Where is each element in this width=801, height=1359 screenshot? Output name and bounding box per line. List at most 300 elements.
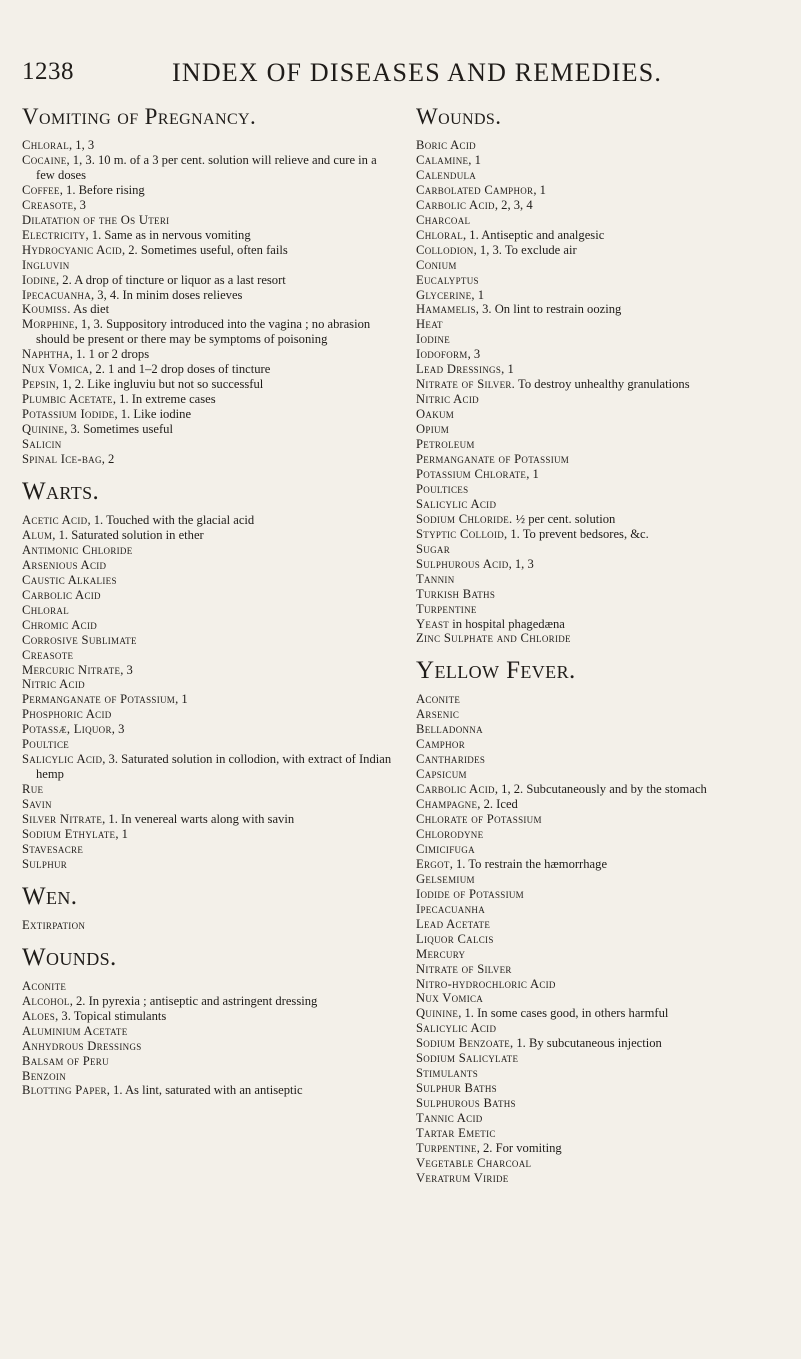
section-heading-vomiting-of-pregnancy: Vomiting of Pregnancy. bbox=[22, 104, 257, 129]
remedy-name: Dilatation of the Os Uteri bbox=[22, 212, 170, 227]
remedy-reference: , 1 bbox=[533, 182, 546, 197]
index-entry bbox=[22, 347, 397, 362]
remedy-reference: , 2. bbox=[121, 242, 138, 257]
remedy-reference: , 1 bbox=[471, 287, 484, 302]
remedy-name: Lead Acetate bbox=[416, 916, 491, 931]
remedy-name: Styptic Colloid bbox=[416, 526, 505, 541]
index-entry bbox=[416, 497, 786, 512]
index-entry bbox=[22, 782, 397, 797]
remedy-reference: , 2. bbox=[89, 362, 105, 377]
index-entry bbox=[22, 677, 397, 692]
remedy-name: Naphtha bbox=[22, 347, 70, 362]
index-entry bbox=[22, 543, 397, 558]
remedy-name: Opium bbox=[416, 422, 450, 437]
index-entry bbox=[22, 213, 397, 228]
index-entry bbox=[22, 707, 397, 722]
remedy-reference: , 2. bbox=[56, 272, 72, 287]
remedy-name: Chromic Acid bbox=[22, 617, 98, 632]
index-entry bbox=[22, 228, 397, 243]
index-entry bbox=[22, 588, 397, 603]
remedy-name: Carbolic Acid bbox=[22, 587, 101, 602]
index-entry bbox=[22, 198, 397, 213]
index-entry bbox=[416, 962, 786, 977]
remedy-reference: , 1. bbox=[510, 1036, 526, 1051]
remedy-name: Alcohol bbox=[22, 993, 70, 1008]
index-entry bbox=[416, 707, 786, 722]
remedy-name: Sodium Benzoate bbox=[416, 1036, 511, 1051]
index-entry bbox=[22, 842, 397, 857]
remedy-name: Ingluvin bbox=[22, 257, 70, 272]
index-entry bbox=[416, 467, 786, 482]
index-entry bbox=[416, 631, 786, 646]
remedy-name: Pepsin bbox=[22, 377, 56, 392]
remedy-name: Chloral bbox=[22, 602, 69, 617]
remedy-reference: , 1. bbox=[114, 407, 131, 422]
remedy-name: Ipecacuanha bbox=[22, 287, 91, 302]
remedy-name: Quinine bbox=[416, 1006, 459, 1021]
index-entry bbox=[22, 392, 397, 407]
remedy-name: Turpentine bbox=[416, 1141, 477, 1155]
remedy-name: Electricity bbox=[22, 227, 86, 242]
remedy-reference: , 1. bbox=[69, 347, 86, 362]
index-entry bbox=[22, 183, 397, 198]
index-entry bbox=[22, 573, 397, 588]
index-entry bbox=[416, 288, 786, 303]
remedy-reference: , 3. bbox=[102, 752, 118, 767]
remedy-reference: , 1 bbox=[526, 466, 539, 481]
entry-list bbox=[22, 918, 397, 933]
remedy-note: As lint, saturated with an antiseptic bbox=[122, 1083, 303, 1098]
index-entry bbox=[416, 917, 786, 932]
index-entry bbox=[416, 1051, 786, 1066]
remedy-name: Nux Vomica bbox=[22, 362, 90, 377]
remedy-name: Arsenious Acid bbox=[22, 557, 107, 572]
remedy-name: Silver Nitrate bbox=[22, 812, 103, 827]
remedy-name: Petroleum bbox=[416, 437, 475, 452]
index-entry bbox=[22, 243, 397, 258]
remedy-name: Ipecacuanha bbox=[416, 901, 485, 916]
remedy-reference: , 3. bbox=[64, 422, 80, 437]
remedy-name: Turpentine bbox=[416, 601, 477, 616]
remedy-name: Iodoform bbox=[416, 347, 468, 362]
remedy-name: Sulphur Baths bbox=[416, 1081, 497, 1096]
remedy-name: Stavesacre bbox=[22, 841, 84, 856]
index-entry bbox=[22, 437, 397, 452]
remedy-name: Zinc Sulphate and Chloride bbox=[416, 631, 571, 646]
remedy-name: Charcoal bbox=[416, 212, 471, 227]
index-entry bbox=[22, 692, 397, 707]
section-heading-warts: Warts. bbox=[22, 477, 100, 505]
remedy-note: As diet bbox=[70, 302, 110, 317]
index-entry bbox=[416, 183, 786, 198]
index-entry bbox=[416, 168, 786, 183]
remedy-reference: , 1 bbox=[468, 152, 481, 167]
index-entry bbox=[22, 994, 397, 1009]
remedy-name: Belladonna bbox=[416, 722, 483, 737]
remedy-note: Sometimes useful, often fails bbox=[137, 242, 288, 257]
remedy-note: To restrain the hæmorrhage bbox=[465, 856, 608, 871]
remedy-reference: , 3, 4. bbox=[91, 287, 120, 302]
index-entry bbox=[416, 947, 786, 962]
remedy-name: Yeast bbox=[416, 616, 450, 631]
index-entry bbox=[22, 258, 397, 273]
remedy-name: Nitrate of Silver. bbox=[416, 377, 516, 392]
remedy-name: Sodium Chloride. bbox=[416, 511, 513, 526]
index-entry bbox=[22, 452, 397, 467]
remedy-reference: , 2. bbox=[477, 797, 494, 812]
index-entry bbox=[416, 437, 786, 452]
remedy-reference: , 3 bbox=[467, 347, 481, 362]
remedy-name: Salicin bbox=[22, 437, 62, 452]
index-entry bbox=[22, 1039, 397, 1054]
remedy-name: Carbolic Acid bbox=[416, 197, 495, 212]
remedy-note: Saturated solution in ether bbox=[68, 527, 204, 542]
remedy-name: Poultice bbox=[22, 737, 70, 752]
remedy-name: Boric Acid bbox=[416, 138, 476, 152]
remedy-note: To exclude air bbox=[501, 242, 577, 257]
index-entry bbox=[22, 663, 397, 678]
index-entry bbox=[22, 407, 397, 422]
remedy-name: Calendula bbox=[416, 167, 477, 182]
index-entry bbox=[416, 617, 786, 632]
remedy-note: Antiseptic and analgesic bbox=[478, 227, 605, 242]
remedy-name: Cimicifuga bbox=[416, 841, 475, 856]
remedy-name: Sodium Ethylate bbox=[22, 826, 116, 841]
remedy-reference: , 1. bbox=[106, 1083, 123, 1098]
remedy-reference: , 1. bbox=[59, 182, 76, 197]
remedy-reference: , 2. bbox=[476, 1141, 493, 1155]
remedy-name: Iodide of Potassium bbox=[416, 886, 524, 901]
remedy-note: In pyrexia ; antiseptic and astringent dressing bbox=[85, 993, 318, 1008]
remedy-name: Rue bbox=[22, 782, 44, 797]
remedy-reference: , 1. bbox=[52, 527, 69, 542]
remedy-name: Arsenic bbox=[416, 707, 460, 722]
index-entry bbox=[22, 752, 397, 782]
remedy-name: Extirpation bbox=[22, 917, 86, 932]
remedy-name: Aconite bbox=[22, 978, 67, 993]
remedy-name: Tannin bbox=[416, 571, 455, 586]
remedy-name: Capsicum bbox=[416, 767, 467, 782]
remedy-reference: , 1. bbox=[112, 392, 129, 407]
remedy-name: Creasote bbox=[22, 197, 74, 212]
remedy-name: Koumiss. bbox=[22, 302, 71, 317]
running-title: INDEX OF DISEASES AND REMEDIES. bbox=[172, 58, 663, 87]
entry-list bbox=[22, 138, 397, 467]
index-entry bbox=[416, 542, 786, 557]
remedy-name: Champagne bbox=[416, 797, 478, 812]
entry-list bbox=[416, 138, 786, 646]
remedy-name: Vegetable Charcoal bbox=[416, 1155, 532, 1170]
index-entry bbox=[22, 648, 397, 663]
remedy-name: Coffee bbox=[22, 182, 60, 197]
remedy-name: Turkish Baths bbox=[416, 586, 496, 601]
remedy-name: Potassium Chlorate bbox=[416, 466, 527, 481]
remedy-name: Lead Dressings bbox=[416, 362, 502, 377]
remedy-reference: , 2, 3, 4 bbox=[494, 197, 533, 212]
remedy-name: Eucalyptus bbox=[416, 272, 479, 287]
running-header bbox=[22, 58, 782, 86]
remedy-name: Collodion bbox=[416, 242, 474, 257]
remedy-note: In some cases good, in others harmful bbox=[473, 1006, 669, 1021]
remedy-reference: , 2. bbox=[69, 993, 86, 1008]
remedy-name: Iodine bbox=[22, 272, 56, 287]
index-entry bbox=[416, 1141, 786, 1156]
index-entry bbox=[416, 767, 786, 782]
index-entry bbox=[22, 153, 397, 183]
remedy-name: Tartar Emetic bbox=[416, 1126, 496, 1141]
index-entry bbox=[416, 692, 786, 707]
index-entry bbox=[22, 362, 397, 377]
index-entry bbox=[416, 1021, 786, 1036]
index-entry bbox=[22, 857, 397, 872]
index-entry bbox=[416, 587, 786, 602]
remedy-reference: , 1, 3 bbox=[69, 138, 95, 152]
remedy-note: 1 or 2 drops bbox=[85, 347, 150, 362]
remedy-name: Poultices bbox=[416, 481, 469, 496]
remedy-name: Hydrocyanic Acid bbox=[22, 242, 122, 257]
remedy-note: Iced bbox=[493, 797, 518, 812]
remedy-name: Cantharides bbox=[416, 752, 486, 767]
index-entry bbox=[22, 979, 397, 994]
index-entry bbox=[22, 377, 397, 392]
remedy-note: For vomiting bbox=[492, 1141, 562, 1155]
remedy-name: Nitric Acid bbox=[22, 677, 85, 692]
index-entry bbox=[22, 513, 397, 528]
index-entry bbox=[416, 347, 786, 362]
index-entry bbox=[416, 407, 786, 422]
remedy-note: 10 m. of a 3 per cent. solution will relieve and cure in a few doses bbox=[36, 152, 377, 182]
remedy-name: Phosphoric Acid bbox=[22, 707, 112, 722]
remedy-name: Spinal Ice-bag bbox=[22, 452, 102, 467]
remedy-reference: , 1. bbox=[504, 526, 520, 541]
index-entry bbox=[22, 138, 397, 153]
index-entry bbox=[416, 1036, 786, 1051]
index-entry bbox=[416, 138, 786, 153]
index-entry bbox=[416, 332, 786, 347]
remedy-name: Heat bbox=[416, 317, 443, 332]
index-entry bbox=[416, 198, 786, 213]
index-entry bbox=[22, 722, 397, 737]
remedy-name: Mercury bbox=[416, 946, 466, 961]
index-entry bbox=[416, 991, 786, 1006]
remedy-name: Carbolated Camphor bbox=[416, 182, 534, 197]
remedy-name: Tannic Acid bbox=[416, 1111, 483, 1126]
index-entry bbox=[416, 527, 786, 542]
index-entry bbox=[416, 842, 786, 857]
index-entry bbox=[416, 752, 786, 767]
remedy-reference: , 3. bbox=[475, 302, 492, 317]
remedy-name: Hamamelis bbox=[416, 302, 476, 317]
remedy-note: in hospital phagedæna bbox=[449, 616, 565, 631]
index-entry bbox=[22, 812, 397, 827]
remedy-note: ½ per cent. solution bbox=[512, 511, 616, 526]
remedy-name: Cocaine bbox=[22, 152, 67, 167]
index-entry bbox=[416, 812, 786, 827]
remedy-note: Suppository introduced into the vagina ; no abrasion should be present or there may be symptoms of poisoning bbox=[36, 317, 371, 347]
remedy-reference: , 1. bbox=[458, 1006, 474, 1021]
remedy-name: Sulphurous Baths bbox=[416, 1096, 516, 1111]
remedy-name: Nitric Acid bbox=[416, 392, 479, 407]
index-entry bbox=[416, 1171, 786, 1186]
remedy-name: Salicylic Acid bbox=[416, 496, 497, 511]
remedy-reference: , 1, 3 bbox=[508, 556, 534, 571]
remedy-note: Like iodine bbox=[130, 407, 192, 422]
remedy-name: Quinine bbox=[22, 422, 65, 437]
remedy-name: Balsam of Peru bbox=[22, 1053, 109, 1068]
remedy-name: Acetic Acid bbox=[22, 512, 88, 527]
index-entry bbox=[416, 228, 786, 243]
remedy-reference: , 3 bbox=[120, 662, 133, 677]
remedy-note: In minim doses relieves bbox=[119, 287, 243, 302]
remedy-name: Corrosive Sublimate bbox=[22, 632, 137, 647]
index-entry bbox=[416, 1096, 786, 1111]
remedy-name: Antimonic Chloride bbox=[22, 542, 133, 557]
remedy-reference: , 1 bbox=[175, 692, 188, 707]
remedy-note: Saturated solution in collodion, with extract of Indian hemp bbox=[36, 752, 392, 782]
remedy-reference: , 1. bbox=[85, 227, 102, 242]
index-entry bbox=[22, 1054, 397, 1069]
remedy-note: To destroy unhealthy granulations bbox=[515, 377, 690, 392]
remedy-name: Anhydrous Dressings bbox=[22, 1038, 142, 1053]
remedy-note: Touched with the glacial acid bbox=[103, 512, 255, 527]
index-entry bbox=[416, 452, 786, 467]
remedy-name: Chloral bbox=[416, 227, 463, 242]
index-entry bbox=[416, 153, 786, 168]
remedy-reference: , 1. bbox=[463, 227, 479, 242]
remedy-name: Sulphur bbox=[22, 856, 68, 871]
entry-list bbox=[22, 979, 397, 1099]
remedy-name: Carbolic Acid bbox=[416, 782, 495, 797]
remedy-name: Permanganate of Potassium bbox=[22, 692, 176, 707]
remedy-note: Subcutaneously and by the stomach bbox=[523, 782, 707, 797]
index-entry bbox=[22, 797, 397, 812]
index-entry bbox=[416, 512, 786, 527]
remedy-name: Aconite bbox=[416, 692, 461, 707]
remedy-note: Before rising bbox=[75, 182, 145, 197]
remedy-reference: , 1, 3. bbox=[473, 242, 502, 257]
remedy-name: Potassæ, Liquor bbox=[22, 722, 112, 737]
index-entry bbox=[416, 1111, 786, 1126]
index-entry bbox=[22, 918, 397, 933]
remedy-note: In extreme cases bbox=[128, 392, 216, 407]
index-entry bbox=[22, 618, 397, 633]
remedy-name: Chlorodyne bbox=[416, 826, 484, 841]
remedy-name: Nitrate of Silver bbox=[416, 961, 512, 976]
remedy-reference: , 1 bbox=[501, 362, 514, 377]
index-entry bbox=[22, 422, 397, 437]
remedy-name: Oakum bbox=[416, 407, 455, 422]
remedy-note: 1 and 1–2 drop doses of tincture bbox=[104, 362, 271, 377]
index-entry bbox=[416, 273, 786, 288]
remedy-note: Like ingluviu but not so successful bbox=[84, 377, 264, 392]
index-entry bbox=[416, 1066, 786, 1081]
index-entry bbox=[416, 1126, 786, 1141]
remedy-reference: , 1 bbox=[115, 826, 128, 841]
index-entry bbox=[22, 1009, 397, 1024]
remedy-note: Sometimes useful bbox=[79, 422, 173, 437]
index-entry bbox=[22, 273, 397, 288]
remedy-note: On lint to restrain oozing bbox=[491, 302, 622, 317]
index-entry bbox=[416, 827, 786, 842]
index-entry bbox=[416, 887, 786, 902]
remedy-name: Camphor bbox=[416, 737, 466, 752]
remedy-note: A drop of tincture or liquor as a last resort bbox=[71, 272, 286, 287]
remedy-name: Salicylic Acid bbox=[416, 1021, 497, 1036]
remedy-name: Conium bbox=[416, 257, 457, 272]
section-heading-wen: Wen. bbox=[22, 882, 78, 910]
index-entry bbox=[416, 362, 786, 377]
remedy-name: Mercuric Nitrate bbox=[22, 662, 121, 677]
remedy-note: To prevent bedsores, &c. bbox=[519, 526, 649, 541]
index-entry bbox=[416, 932, 786, 947]
index-entry bbox=[22, 1024, 397, 1039]
index-entry bbox=[416, 902, 786, 917]
remedy-reference: , 1, 2. bbox=[494, 782, 524, 797]
remedy-reference: , 1, 2. bbox=[55, 377, 85, 392]
remedy-reference: , 3 bbox=[111, 722, 125, 737]
remedy-name: Aluminium Acetate bbox=[22, 1023, 128, 1038]
section-heading-wounds: Wounds. bbox=[416, 104, 502, 129]
index-entry bbox=[22, 1083, 397, 1098]
index-entry bbox=[416, 872, 786, 887]
remedy-name: Stimulants bbox=[416, 1066, 479, 1081]
index-entry bbox=[416, 482, 786, 497]
index-entry bbox=[416, 377, 786, 392]
index-entry bbox=[416, 572, 786, 587]
index-entry bbox=[416, 302, 786, 317]
remedy-name: Savin bbox=[22, 797, 52, 812]
remedy-name: Caustic Alkalies bbox=[22, 572, 117, 587]
remedy-name: Sulphurous Acid bbox=[416, 556, 509, 571]
remedy-name: Glycerine bbox=[416, 287, 472, 302]
index-entry bbox=[416, 857, 786, 872]
remedy-name: Veratrum Viride bbox=[416, 1170, 509, 1185]
remedy-name: Benzoin bbox=[22, 1068, 66, 1083]
index-entry bbox=[416, 422, 786, 437]
index-entry bbox=[416, 392, 786, 407]
remedy-name: Permanganate of Potassium bbox=[416, 452, 570, 467]
remedy-reference: , 3 bbox=[73, 197, 86, 212]
index-entry bbox=[22, 302, 397, 317]
remedy-name: Salicylic Acid bbox=[22, 752, 103, 767]
index-entry bbox=[22, 1069, 397, 1084]
remedy-name: Ergot bbox=[416, 856, 450, 871]
index-entry bbox=[416, 737, 786, 752]
remedy-note: In venereal warts along with savin bbox=[117, 812, 295, 827]
index-entry bbox=[22, 288, 397, 303]
remedy-name: Liquor Calcis bbox=[416, 931, 494, 946]
entry-list bbox=[416, 692, 786, 1185]
remedy-reference: , 2 bbox=[101, 452, 115, 467]
index-entry bbox=[416, 722, 786, 737]
index-entry bbox=[416, 317, 786, 332]
index-entry bbox=[22, 603, 397, 618]
index-entry bbox=[22, 827, 397, 842]
index-entry bbox=[22, 528, 397, 543]
remedy-name: Plumbic Acetate bbox=[22, 392, 113, 407]
remedy-name: Chlorate of Potassium bbox=[416, 812, 542, 827]
index-entry bbox=[22, 317, 397, 347]
index-entry bbox=[416, 1006, 786, 1021]
right-column bbox=[416, 104, 786, 1186]
remedy-reference: , 1, 3. bbox=[74, 317, 103, 332]
entry-list bbox=[22, 513, 397, 872]
remedy-name: Aloes bbox=[22, 1008, 56, 1023]
remedy-name: Calamine bbox=[416, 152, 469, 167]
remedy-name: Sodium Salicylate bbox=[416, 1051, 519, 1066]
remedy-name: Nux Vomica bbox=[416, 991, 484, 1006]
index-entry bbox=[22, 633, 397, 648]
